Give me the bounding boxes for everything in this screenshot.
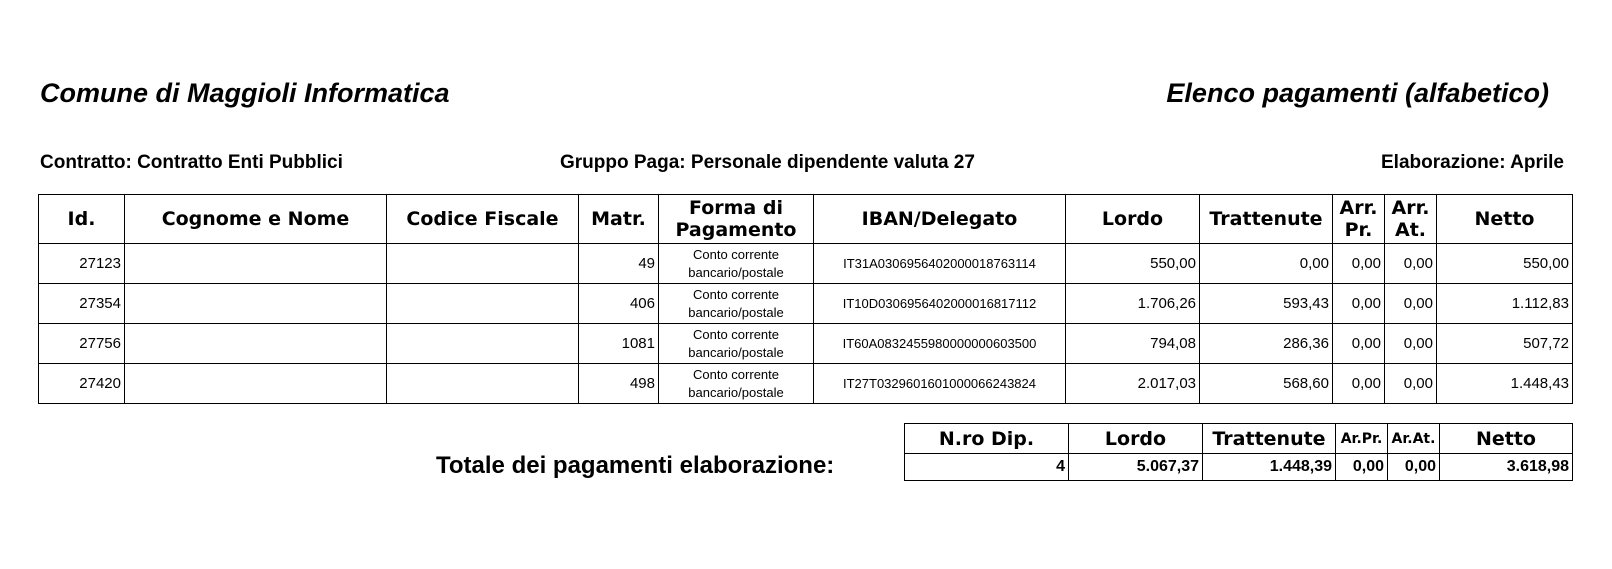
totals-label: Totale dei pagamenti elaborazione: [436,452,835,479]
totals-ar-pr: 0,00 [1336,454,1388,481]
cell-netto: 550,00 [1437,244,1573,284]
report-title: Elenco pagamenti (alfabetico) [1166,78,1549,108]
processing-label: Elaborazione: Aprile [1381,152,1564,173]
cell-trattenute: 568,60 [1200,364,1333,404]
col-header-iban: IBAN/Delegato [814,195,1066,244]
table-row [39,324,1573,364]
cell-matr: 406 [579,284,659,324]
totals-header-nro-dip: N.ro Dip. [905,424,1069,454]
cell-forma: Conto corrente bancario/postale [659,324,814,364]
cell-netto: 1.448,43 [1437,364,1573,404]
cell-nome [125,244,387,284]
col-header-arr-at: Arr. At. [1385,195,1437,244]
cell-iban: IT27T0329601601000066243824 [814,364,1066,404]
cell-nome [125,364,387,404]
cell-id: 27123 [39,244,125,284]
col-header-nome: Cognome e Nome [125,195,387,244]
cell-arr-pr: 0,00 [1333,284,1385,324]
cell-arr-at: 0,00 [1385,244,1437,284]
cell-matr: 49 [579,244,659,284]
cell-arr-at: 0,00 [1385,364,1437,404]
totals-nro-dip: 4 [905,454,1069,481]
totals-header-ar-at: Ar.At. [1388,424,1440,454]
cell-lordo: 794,08 [1066,324,1200,364]
cell-arr-at: 0,00 [1385,284,1437,324]
cell-iban: IT31A0306956402000018763114 [814,244,1066,284]
totals-header-netto: Netto [1440,424,1573,454]
cell-lordo: 1.706,26 [1066,284,1200,324]
cell-nome [125,324,387,364]
col-header-forma: Forma di Pagamento [659,195,814,244]
table-row [39,244,1573,284]
cell-iban: IT60A0832455980000000603500 [814,324,1066,364]
cell-trattenute: 286,36 [1200,324,1333,364]
cell-nome [125,284,387,324]
col-header-lordo: Lordo [1066,195,1200,244]
col-header-id: Id. [39,195,125,244]
cell-codice-fiscale [387,324,579,364]
col-header-codice-fiscale: Codice Fiscale [387,195,579,244]
cell-trattenute: 0,00 [1200,244,1333,284]
cell-arr-pr: 0,00 [1333,244,1385,284]
pay-group-label: Gruppo Paga: Personale dipendente valuta 27 [560,152,975,173]
totals-header-trattenute: Trattenute [1203,424,1336,454]
totals-header-lordo: Lordo [1069,424,1203,454]
totals-row [905,454,1573,481]
cell-codice-fiscale [387,244,579,284]
cell-netto: 1.112,83 [1437,284,1573,324]
contract-label: Contratto: Contratto Enti Pubblici [40,152,343,173]
cell-lordo: 550,00 [1066,244,1200,284]
cell-codice-fiscale [387,284,579,324]
cell-id: 27756 [39,324,125,364]
totals-trattenute: 1.448,39 [1203,454,1336,481]
cell-matr: 1081 [579,324,659,364]
totals-table [904,423,1573,481]
cell-iban: IT10D0306956402000016817112 [814,284,1066,324]
cell-trattenute: 593,43 [1200,284,1333,324]
totals-header-ar-pr: Ar.Pr. [1336,424,1388,454]
totals-lordo: 5.067,37 [1069,454,1203,481]
organization-title: Comune di Maggioli Informatica [40,78,450,108]
col-header-matr: Matr. [579,195,659,244]
cell-lordo: 2.017,03 [1066,364,1200,404]
cell-id: 27354 [39,284,125,324]
cell-forma: Conto corrente bancario/postale [659,284,814,324]
totals-header-row [905,424,1573,454]
col-header-trattenute: Trattenute [1200,195,1333,244]
cell-codice-fiscale [387,364,579,404]
col-header-netto: Netto [1437,195,1573,244]
payments-table [38,194,1573,404]
totals-netto: 3.618,98 [1440,454,1573,481]
table-header-row [39,195,1573,244]
cell-arr-pr: 0,00 [1333,364,1385,404]
table-row [39,364,1573,404]
cell-arr-at: 0,00 [1385,324,1437,364]
cell-netto: 507,72 [1437,324,1573,364]
totals-ar-at: 0,00 [1388,454,1440,481]
col-header-arr-pr: Arr. Pr. [1333,195,1385,244]
cell-arr-pr: 0,00 [1333,324,1385,364]
cell-forma: Conto corrente bancario/postale [659,244,814,284]
cell-forma: Conto corrente bancario/postale [659,364,814,404]
table-row [39,284,1573,324]
cell-id: 27420 [39,364,125,404]
cell-matr: 498 [579,364,659,404]
